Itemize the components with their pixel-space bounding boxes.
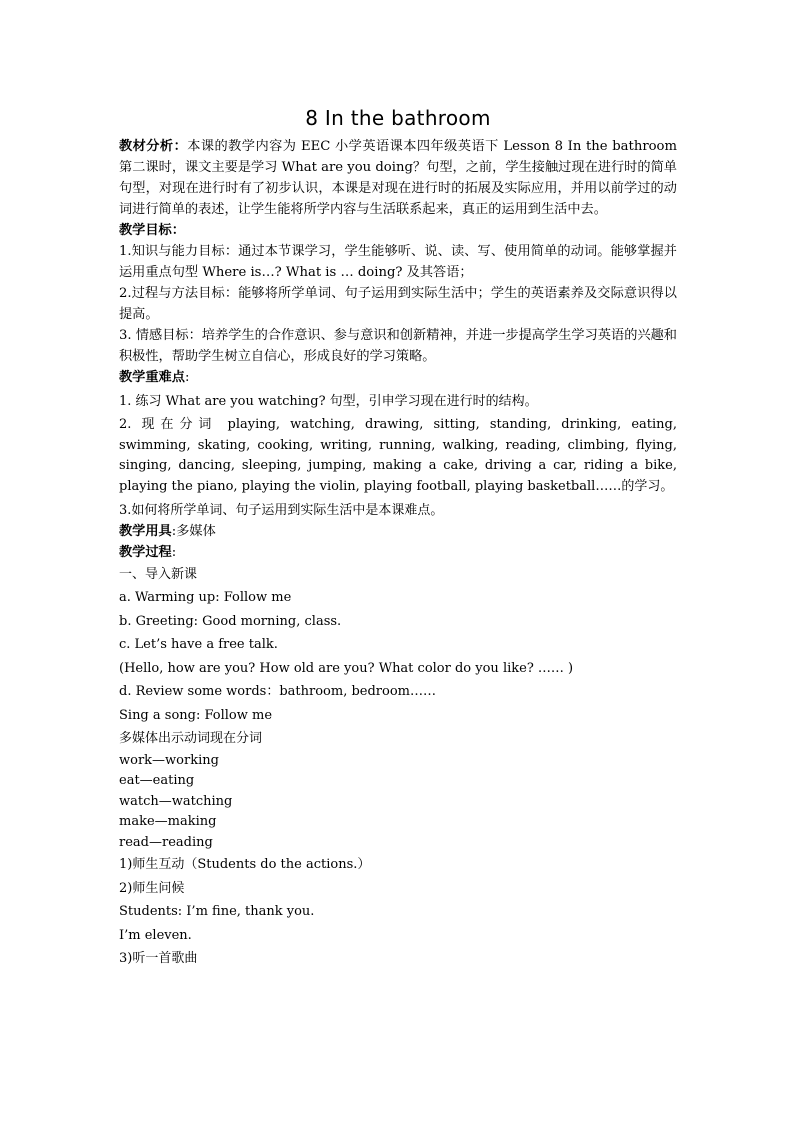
word-pair-1: work—working bbox=[119, 752, 219, 768]
objectives-heading: 教学目标： bbox=[119, 223, 185, 238]
tools-line: 教学用具:多媒体 bbox=[119, 523, 216, 539]
objective-3: 3. 情感目标：培养学生的合作意识、参与意识和创新精神，并进一步提高学生学习英语的兴趣和积极性，帮助学生树立自信心，形成良好的学习策略。 bbox=[119, 328, 677, 364]
key-point-3: 3.如何将所学单词、句子运用到实际生活中是本课难点。 bbox=[119, 502, 444, 518]
word-pair-2: eat—eating bbox=[119, 773, 195, 789]
process-section-1: 一、导入新课 bbox=[119, 566, 198, 582]
analysis-heading: 教材分析： bbox=[119, 139, 188, 154]
document-page bbox=[119, 104, 677, 971]
key-points-heading: 教学重难点: bbox=[119, 370, 190, 385]
process-heading: 教学过程: bbox=[119, 544, 177, 560]
process-song: Sing a song: Follow me bbox=[119, 707, 273, 723]
process-multimedia: 多媒体出示动词现在分词 bbox=[119, 731, 263, 747]
word-pair-3: watch—watching bbox=[119, 793, 233, 809]
process-item-c: c. Let’s have a free talk. bbox=[119, 637, 278, 653]
word-pair-5: read—reading bbox=[119, 834, 213, 850]
process-item-d: d. Review some words：bathroom, bedroom…… bbox=[119, 684, 436, 700]
process-step-1: 1)师生互动（Students do the actions.） bbox=[119, 857, 371, 873]
objective-1: 1.知识与能力目标：通过本节课学习，学生能够听、说、读、写、使用简单的动词。能够掌握并运用重点句型 Where is…? What is … doing? 及其答语； bbox=[119, 244, 677, 280]
process-reply-2: I’m eleven. bbox=[119, 927, 192, 943]
process-step-2: 2)师生问候 bbox=[119, 880, 185, 896]
key-point-1: 1. 练习 What are you watching? 句型，引申学习现在进行时的结构。 bbox=[119, 394, 538, 409]
document-title: 8 In the bathroom bbox=[305, 106, 491, 130]
process-step-3: 3)听一首歌曲 bbox=[119, 951, 198, 967]
word-pair-4: make—making bbox=[119, 814, 217, 830]
process-item-c-detail: (Hello, how are you? How old are you? What color do you like? …… ) bbox=[119, 660, 574, 676]
objective-2: 2.过程与方法目标：能够将所学单词、句子运用到实际生活中；学生的英语素养及交际意识得以提高。 bbox=[119, 286, 677, 322]
key-point-2: 2. 现在分词 playing, watching, drawing, sitting, standing, drinking, eating, swimming, skating, cooking, writing, running, walking, reading, climbing, flying, singing, dancing, sleeping, jumping, making a cake, driving a car, riding a bike, playing the piano, playing the violin, playing football, playing basketball……的学习。 bbox=[119, 417, 677, 495]
tools-value: 多媒体 bbox=[176, 523, 216, 539]
process-item-b: b. Greeting: Good morning, class. bbox=[119, 613, 342, 629]
process-item-a: a. Warming up: Follow me bbox=[119, 590, 292, 606]
process-reply-1: Students: I’m fine, thank you. bbox=[119, 904, 315, 920]
analysis-paragraph bbox=[119, 136, 677, 220]
analysis-text: 本课的教学内容为 EEC 小学英语课本四年级英语下 Lesson 8 In the bathroom 第二课时，课文主要是学习 What are you doing？句型，之前，学生接触过现在进行时的简单句型，对现在进行时有了初步认识，本课是对现在进行时的拓展及实际应用，并用以前学过的动词进行简单的表述，让学生能将所学内容与生活联系起来，真正的运用到生活中去。 bbox=[119, 139, 678, 217]
